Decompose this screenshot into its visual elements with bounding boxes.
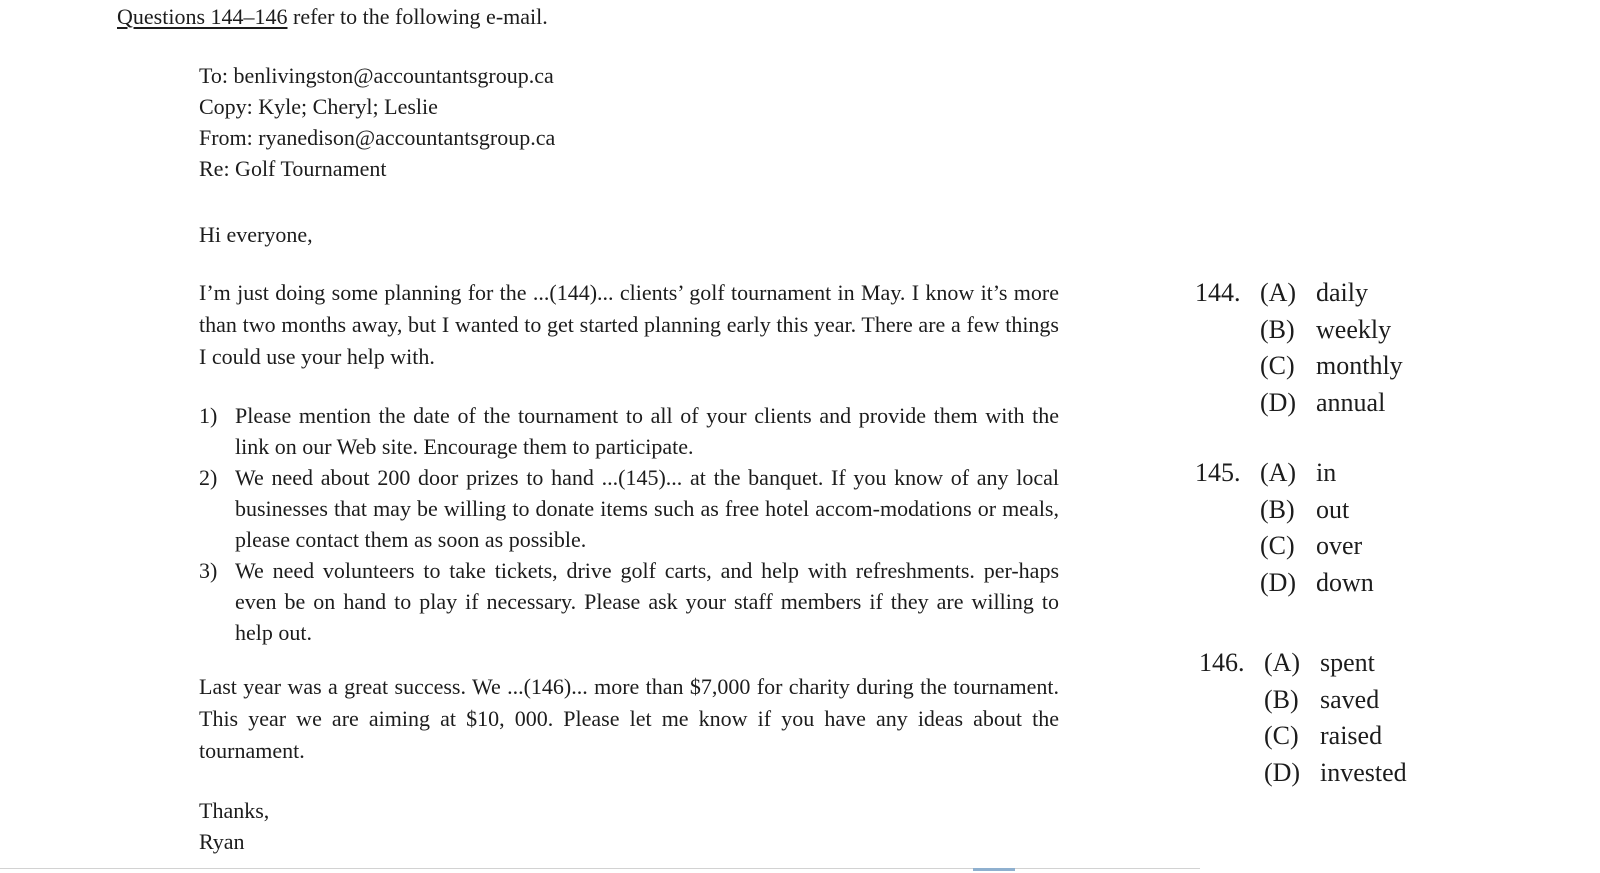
option-letter: (B) xyxy=(1260,494,1295,524)
answer-option-145-b[interactable] xyxy=(1199,492,1374,529)
option-text: spent xyxy=(1320,648,1375,677)
option-text: down xyxy=(1316,567,1374,597)
option-letter: (B) xyxy=(1264,684,1299,714)
email-greeting: Hi everyone, xyxy=(199,222,313,247)
option-letter: (C) xyxy=(1260,351,1295,380)
email-subject: Re: Golf Tournament xyxy=(199,156,387,181)
email-thanks: Thanks, xyxy=(199,798,270,823)
list-item xyxy=(199,462,1059,555)
answer-option-145-a[interactable] xyxy=(1195,455,1374,492)
email-signature: Ryan xyxy=(199,829,245,854)
list-item-number: 2) xyxy=(199,465,218,490)
email-paragraph-1: I’m just doing some planning for the ...(144)... clients’ golf tournament in May. I know it’s more than two months away, but I wanted to get started planning early this year. There are a few things I could use your help with. xyxy=(199,280,1059,369)
horizontal-scrollbar-thumb[interactable] xyxy=(973,868,1015,871)
answer-option-144-b[interactable] xyxy=(1199,312,1403,349)
list-item-text: We need about 200 door prizes to hand ...(145)... at the banquet. If you know of any local businesses that may be willing to donate items such as free hotel accom-modations or meals, please contact them as soon as possible. xyxy=(235,465,1059,552)
option-text: annual xyxy=(1316,387,1386,417)
email-signoff xyxy=(199,795,269,857)
page-bottom-divider xyxy=(0,868,1200,869)
email-copy: Copy: Kyle; Cheryl; Leslie xyxy=(199,94,438,119)
answer-option-146-b[interactable] xyxy=(1203,682,1407,719)
option-text: in xyxy=(1316,458,1337,487)
option-text: out xyxy=(1316,494,1350,524)
option-letter: (A) xyxy=(1264,648,1301,677)
question-144 xyxy=(1195,275,1403,421)
questions-range-label: Questions 144–146 xyxy=(117,4,288,29)
answer-option-146-c[interactable] xyxy=(1203,718,1407,755)
option-letter: (D) xyxy=(1264,757,1301,787)
option-text: raised xyxy=(1320,721,1383,750)
answer-option-144-d[interactable] xyxy=(1199,385,1403,422)
list-item xyxy=(199,400,1059,462)
email-to: To: benlivingston@accountantsgroup.ca xyxy=(199,63,554,88)
option-letter: (D) xyxy=(1260,387,1297,417)
email-from: From: ryanedison@accountantsgroup.ca xyxy=(199,125,556,150)
answer-option-144-c[interactable] xyxy=(1199,348,1403,385)
question-number: 144. xyxy=(1195,278,1241,307)
option-letter: (A) xyxy=(1260,278,1297,307)
email-request-list xyxy=(199,400,1059,648)
option-text: weekly xyxy=(1316,314,1392,344)
email-paragraph-2: Last year was a great success. We ...(146)... more than $7,000 for charity during the tournament. This year we are aiming at $10, 000. Please let me know if you have any ideas about the tournament. xyxy=(199,674,1059,763)
answer-option-144-a[interactable] xyxy=(1195,275,1403,312)
option-text: saved xyxy=(1320,684,1380,714)
question-145 xyxy=(1195,455,1374,601)
option-text: over xyxy=(1316,531,1363,560)
list-item xyxy=(199,555,1059,648)
option-letter: (C) xyxy=(1264,721,1299,750)
option-text: monthly xyxy=(1316,351,1403,380)
intro-text: refer to the following e-mail. xyxy=(287,4,548,29)
answer-option-146-a[interactable] xyxy=(1199,645,1407,682)
list-item-text: We need volunteers to take tickets, drive golf carts, and help with refreshments. per-haps even be on hand to play if necessary. Please ask your staff members if they are willing to help out. xyxy=(235,558,1059,645)
question-number: 146. xyxy=(1199,648,1245,677)
option-letter: (B) xyxy=(1260,314,1295,344)
answer-option-145-d[interactable] xyxy=(1199,565,1374,602)
option-letter: (A) xyxy=(1260,458,1297,487)
list-item-number: 1) xyxy=(199,403,218,428)
option-letter: (C) xyxy=(1260,531,1295,560)
questions-intro xyxy=(117,2,548,32)
email-header xyxy=(199,60,1059,184)
list-item-number: 3) xyxy=(199,558,218,583)
answer-option-145-c[interactable] xyxy=(1199,528,1374,565)
question-number: 145. xyxy=(1195,458,1241,487)
question-146 xyxy=(1199,645,1407,791)
option-letter: (D) xyxy=(1260,567,1297,597)
list-item-text: Please mention the date of the tournament to all of your clients and provide them with the link on our Web site. Encourage them to participate. xyxy=(235,403,1059,459)
answer-option-146-d[interactable] xyxy=(1203,755,1407,792)
option-text: daily xyxy=(1316,278,1368,307)
option-text: invested xyxy=(1320,757,1407,787)
